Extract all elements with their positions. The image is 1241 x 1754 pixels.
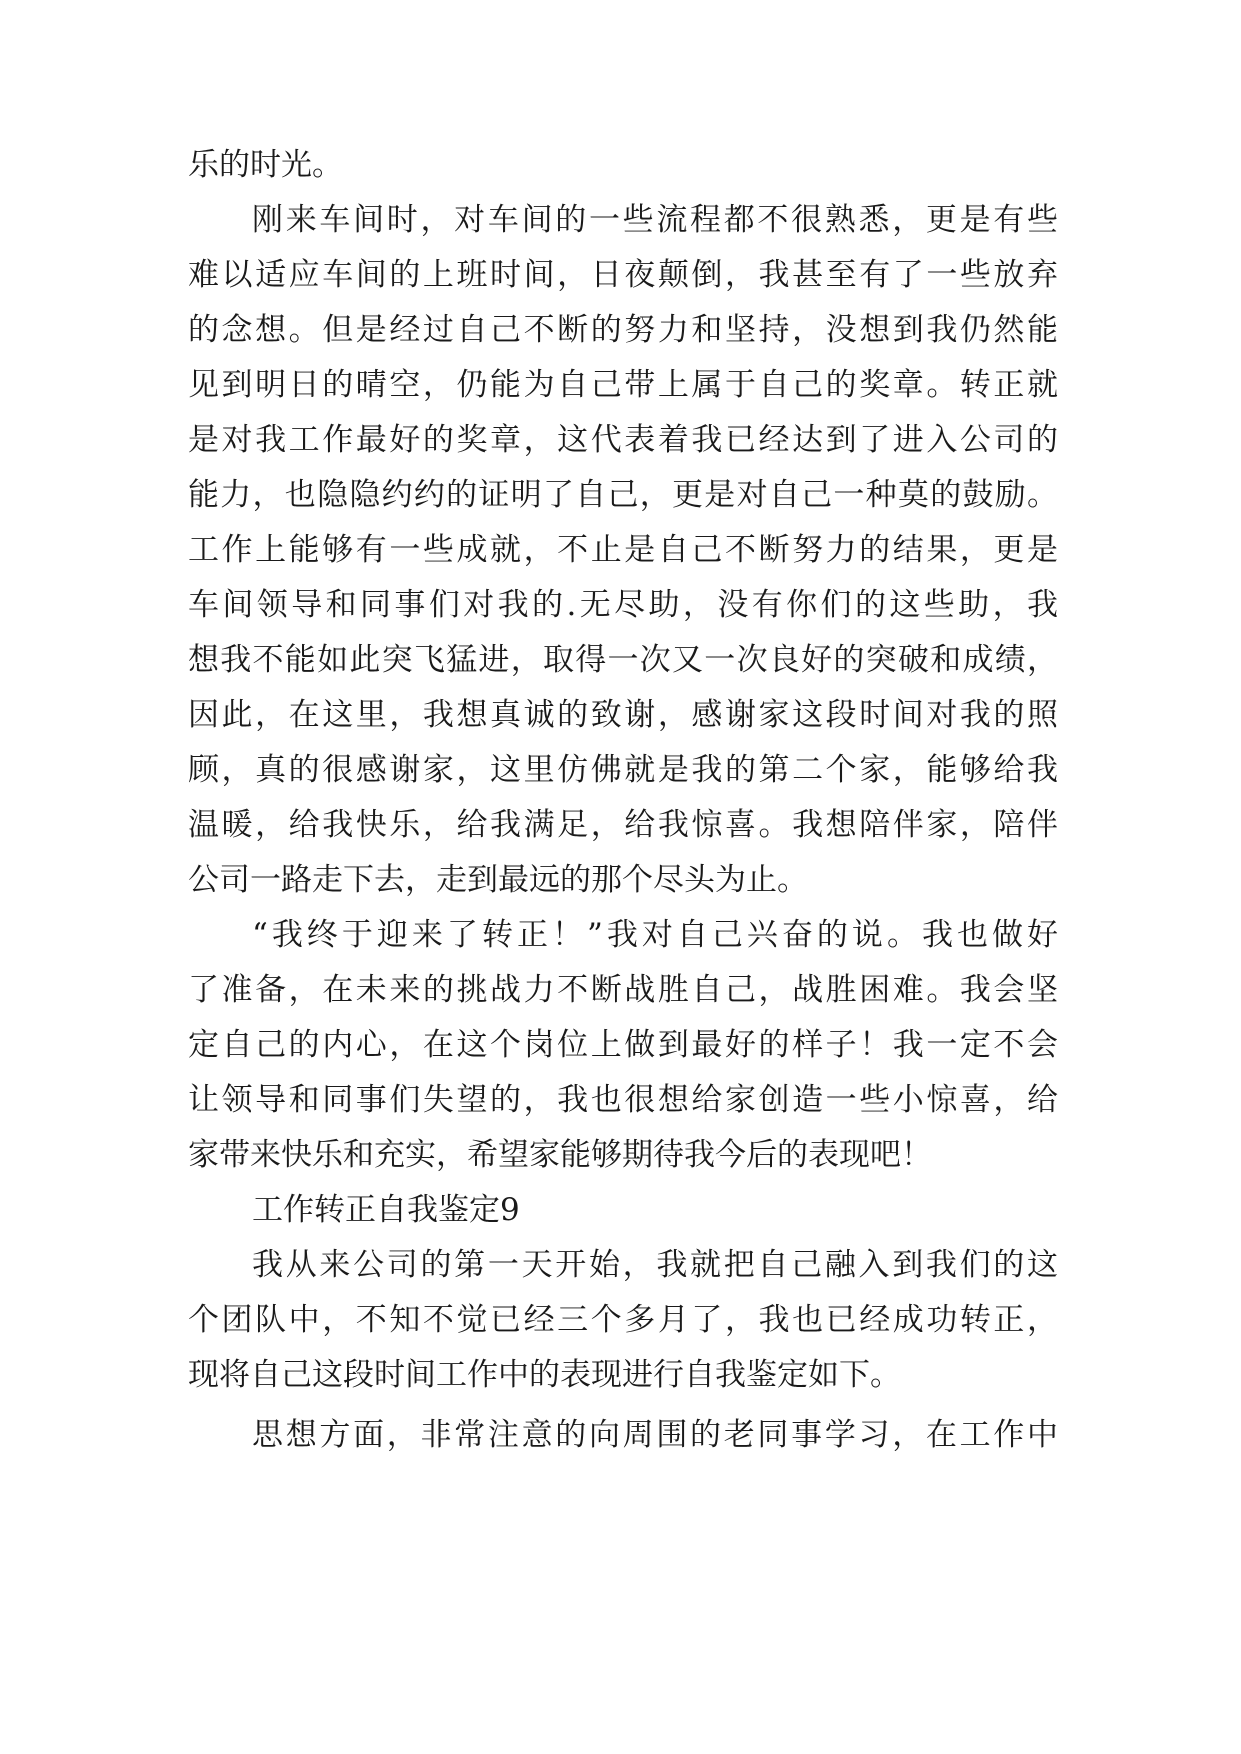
section-heading: 工作转正自我鉴定9 xyxy=(252,1192,520,1228)
paragraph-line: 思想方面，非常注意的向周围的老同事学习，在工作中 xyxy=(252,1417,1058,1453)
paragraph-line: 能力，也隐隐约约的证明了自己，更是对自己一种莫的鼓励。 xyxy=(188,477,1058,513)
paragraph-line: 因此，在这里，我想真诚的致谢，感谢家这段时间对我的照 xyxy=(188,697,1058,733)
paragraph-line: 是对我工作最好的奖章，这代表着我已经达到了进入公司的 xyxy=(188,422,1058,458)
paragraph-line: 温暖，给我快乐，给我满足，给我惊喜。我想陪伴家，陪伴 xyxy=(188,807,1058,843)
paragraph-line: 公司一路走下去，走到最远的那个尽头为止。 xyxy=(188,862,808,898)
paragraph-line: 难以适应车间的上班时间，日夜颠倒，我甚至有了一些放弃 xyxy=(188,257,1058,293)
paragraph-line: 想我不能如此突飞猛进，取得一次又一次良好的突破和成绩， xyxy=(188,642,1058,678)
paragraph-line: 见到明日的晴空，仍能为自己带上属于自己的奖章。转正就 xyxy=(188,367,1058,403)
paragraph-line: 定自己的内心，在这个岗位上做到最好的样子！我一定不会 xyxy=(188,1027,1058,1063)
paragraph-line: 的念想。但是经过自己不断的努力和坚持，没想到我仍然能 xyxy=(188,312,1058,348)
paragraph-line: 顾，真的很感谢家，这里仿佛就是我的第二个家，能够给我 xyxy=(188,752,1058,788)
paragraph-line: 家带来快乐和充实，希望家能够期待我今后的表现吧！ xyxy=(188,1137,932,1173)
paragraph-line: 工作上能够有一些成就，不止是自己不断努力的结果，更是 xyxy=(188,532,1058,568)
paragraph-line: 个团队中，不知不觉已经三个多月了，我也已经成功转正， xyxy=(188,1302,1058,1338)
paragraph-line: 乐的时光。 xyxy=(188,147,343,183)
paragraph-line: 现将自己这段时间工作中的表现进行自我鉴定如下。 xyxy=(188,1357,901,1393)
paragraph-line: 了准备，在未来的挑战力不断战胜自己，战胜困难。我会坚 xyxy=(188,972,1058,1008)
paragraph-line: 让领导和同事们失望的，我也很想给家创造一些小惊喜，给 xyxy=(188,1082,1058,1118)
paragraph-line: “我终于迎来了转正！”我对自己兴奋的说。我也做好 xyxy=(252,917,1058,953)
paragraph-line: 我从来公司的第一天开始，我就把自己融入到我们的这 xyxy=(252,1247,1058,1283)
paragraph-line: 刚来车间时，对车间的一些流程都不很熟悉，更是有些 xyxy=(252,202,1058,238)
paragraph-line: 车间领导和同事们对我的.无尽助，没有你们的这些助，我 xyxy=(188,587,1058,623)
